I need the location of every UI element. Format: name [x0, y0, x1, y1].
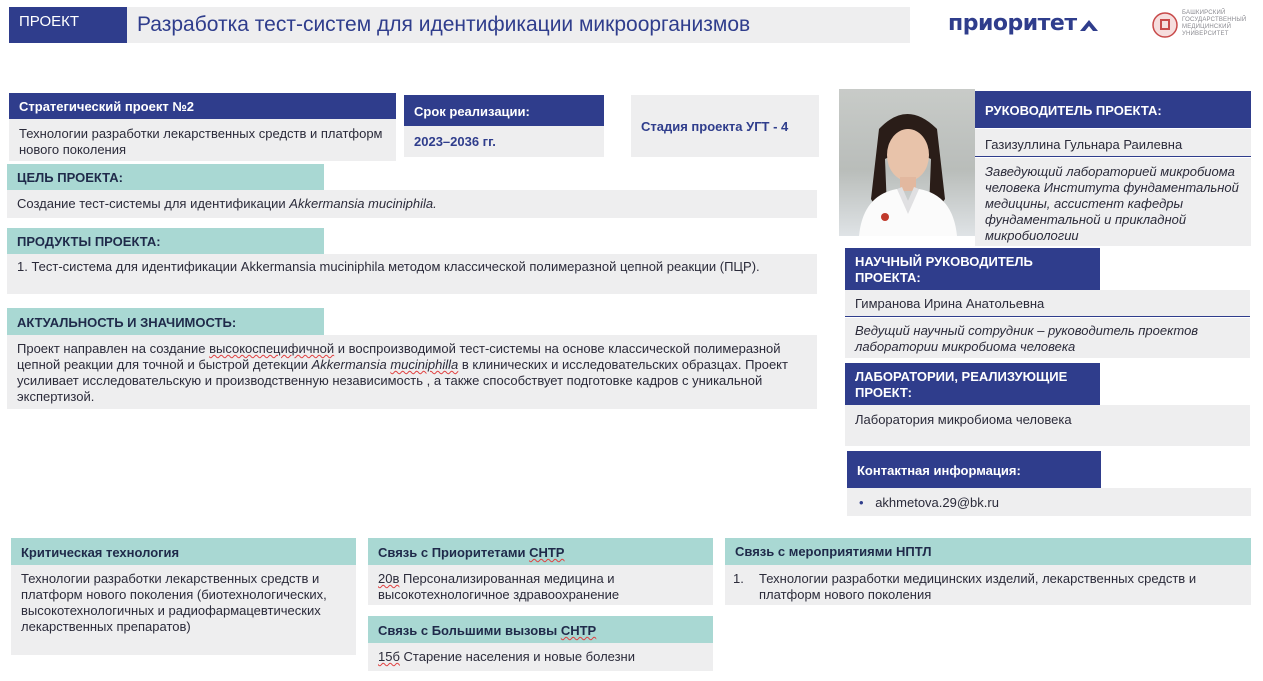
challenges-label-abbr: СНТР	[560, 623, 597, 638]
goal-text-species: Akkermansia muciniphila.	[289, 196, 437, 211]
strategic-text: Технологии разработки лекарственных средств и платформ нового поколения	[9, 119, 396, 161]
labs-text: Лаборатория микробиома человека	[845, 405, 1250, 446]
relevance-text-part: и воспроизводимой тест-системы на основе классической полимеразной цепной реакции для точной и быстрой детекции	[17, 341, 781, 372]
leader-label: РУКОВОДИТЕЛЬ ПРОЕКТА:	[975, 91, 1251, 128]
critical-text: Технологии разработки лекарственных средств и платформ нового поколения (биотехнологических, высокотехнологичных и радиофармацевтических лекарственных препаратов)	[11, 565, 356, 655]
leader-position: Заведующий лабораторией микробиома человека Института фундаментальной медицины, ассистент кафедры фундаментальной и прикладной микробиологии	[975, 158, 1251, 246]
university-line: МЕДИЦИНСКИЙ	[1182, 24, 1232, 30]
contact-label: Контактная информация:	[847, 451, 1101, 488]
strategic-label: Стратегический проект №2	[9, 93, 396, 119]
term-value: 2023–2036 гг.	[404, 126, 604, 157]
relevance-text-word: высокоспецифичной	[209, 341, 335, 356]
relevance-text-species: muciniphilla	[390, 357, 459, 372]
bullet-icon: •	[859, 495, 864, 510]
critical-label: Критическая технология	[11, 538, 356, 565]
priority-logo	[948, 11, 1108, 41]
priorities-label-text: Связь с Приоритетами	[378, 545, 530, 560]
university-logo	[1152, 8, 1257, 42]
relevance-text	[7, 335, 817, 409]
leader-photo	[839, 89, 975, 236]
relevance-text-part: Проект направлен на создание	[17, 341, 210, 356]
goal-text-main: Создание тест-системы для идентификации	[17, 196, 290, 211]
priority-logo-text: приоритет	[948, 11, 1077, 36]
goal-label: ЦЕЛЬ ПРОЕКТА:	[7, 164, 324, 190]
university-name	[1182, 10, 1246, 38]
leader-name: Газизуллина Гульнара Раилевна	[975, 129, 1251, 157]
challenges-text	[368, 643, 713, 671]
scientific-position: Ведущий научный сотрудник – руководитель проектов лаборатории микробиома человека	[845, 318, 1250, 358]
challenges-label-text: Связь с Большими вызовы	[378, 623, 561, 638]
scientific-label: НАУЧНЫЙ РУКОВОДИТЕЛЬ ПРОЕКТА:	[845, 248, 1100, 290]
priorities-label	[368, 538, 713, 565]
events-item-number: 1.	[733, 571, 744, 586]
priorities-desc: Персонализированная медицина и высокотехнологичное здравоохранение	[378, 571, 620, 602]
university-line: УНИВЕРСИТЕТ	[1182, 31, 1229, 37]
challenges-label	[368, 616, 713, 643]
products-text: 1. Тест-система для идентификации Akkermansia muciniphila методом классической полимеразной цепной реакции (ПЦР).	[7, 254, 817, 294]
events-item-text: Технологии разработки медицинских изделий, лекарственных средств и платформ нового поколения	[759, 571, 1197, 602]
priority-logo-icon	[1079, 17, 1099, 33]
scientific-name: Гимранова Ирина Анатольевна	[845, 290, 1250, 317]
term-label: Срок реализации:	[404, 95, 604, 126]
events-label: Связь с мероприятиями НПТЛ	[725, 538, 1251, 565]
relevance-text-species: Akkermansia	[311, 357, 391, 372]
contact-box	[847, 488, 1251, 516]
goal-text	[7, 190, 817, 218]
challenges-desc: Старение населения и новые болезни	[399, 649, 635, 664]
challenges-code: 15б	[378, 649, 400, 664]
header-tag: ПРОЕКТ	[9, 7, 127, 43]
stage-text: Стадия проекта УГТ - 4	[631, 95, 819, 157]
relevance-text-part: в клинических и исследовательских образцах. Проект усиливает исследовательскую и производственную независимость , а также способствует подготовке кадров с уникальной экспертизой.	[17, 357, 788, 404]
priorities-code: 20в	[378, 571, 400, 586]
contact-email[interactable]: akhmetova.29@bk.ru	[875, 495, 999, 510]
events-item	[725, 565, 1251, 605]
university-line: БАШКИРСКИЙ	[1182, 10, 1226, 16]
products-label: ПРОДУКТЫ ПРОЕКТА:	[7, 228, 324, 254]
page-title: Разработка тест-систем для идентификации микроорганизмов	[127, 7, 910, 43]
labs-label: ЛАБОРАТОРИИ, РЕАЛИЗУЮЩИЕ ПРОЕКТ:	[845, 363, 1100, 405]
leader-portrait-image	[839, 89, 975, 236]
university-emblem-icon	[1152, 10, 1178, 40]
priorities-label-abbr: СНТР	[529, 545, 565, 560]
university-line: ГОСУДАРСТВЕННЫЙ	[1182, 17, 1247, 23]
relevance-label: АКТУАЛЬНОСТЬ И ЗНАЧИМОСТЬ:	[7, 308, 324, 335]
priorities-text	[368, 565, 713, 605]
